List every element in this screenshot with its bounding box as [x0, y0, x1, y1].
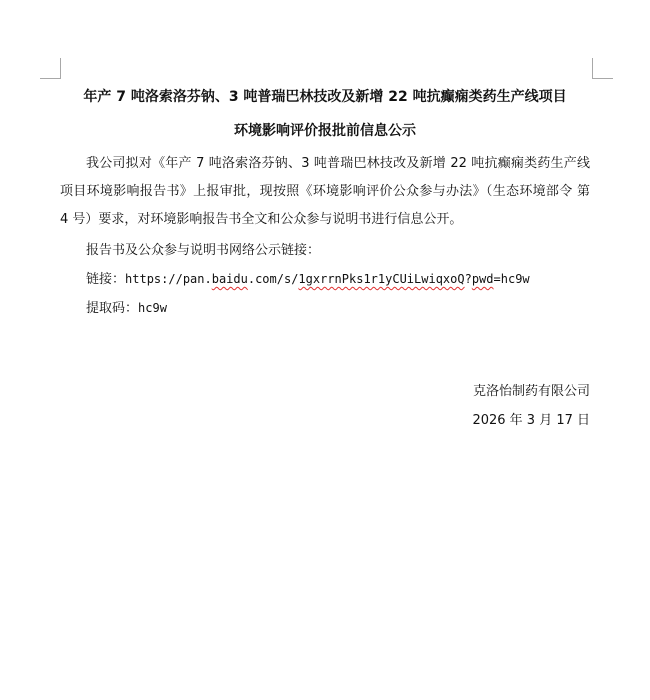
link-label: 链接：	[86, 272, 126, 287]
link-line	[86, 270, 530, 289]
link-url-query-mark: ?	[464, 272, 472, 286]
signature-date: 2026 年 3 月 17 日	[472, 413, 590, 428]
extraction-code-value: hc9w	[138, 301, 167, 315]
link-url-prefix: https://pan.	[125, 272, 212, 286]
link-url-domain: baidu	[211, 272, 248, 286]
extraction-code-label: 提取码：	[86, 301, 139, 316]
link-url-path: .com/s/	[247, 272, 299, 286]
extraction-code-line	[86, 299, 167, 318]
company-signature: 克洛怡制药有限公司	[472, 384, 590, 399]
link-url-pwd-key: pwd	[471, 272, 494, 286]
link-intro-text: 报告书及公众参与说明书网络公示链接：	[86, 243, 321, 258]
body-paragraph: 我公司拟对《年产 7 吨洛索洛芬钠、3 吨普瑞巴林技改及新增 22 吨抗癫痫类药生产线项目环境影响报告书》上报审批，现按照《环境影响评价公众参与办法》（生态环境部令 第 4 号）要求，对环境影响报告书全文和公众参与说明书进行信息公开。	[60, 156, 590, 227]
document-subtitle: 环境影响评价报批前信息公示	[234, 123, 416, 139]
document-title: 年产 7 吨洛索洛芬钠、3 吨普瑞巴林技改及新增 22 吨抗癫痫类药生产线项目	[83, 89, 567, 105]
link-url-pwd-value: =hc9w	[493, 272, 530, 286]
page-corner-mark-top-left	[40, 58, 61, 79]
link-url-id: 1gxrrnPks1r1yCUiLwiqxoQ	[298, 272, 465, 286]
page-corner-mark-top-right	[592, 58, 613, 79]
share-link[interactable]	[125, 272, 530, 286]
